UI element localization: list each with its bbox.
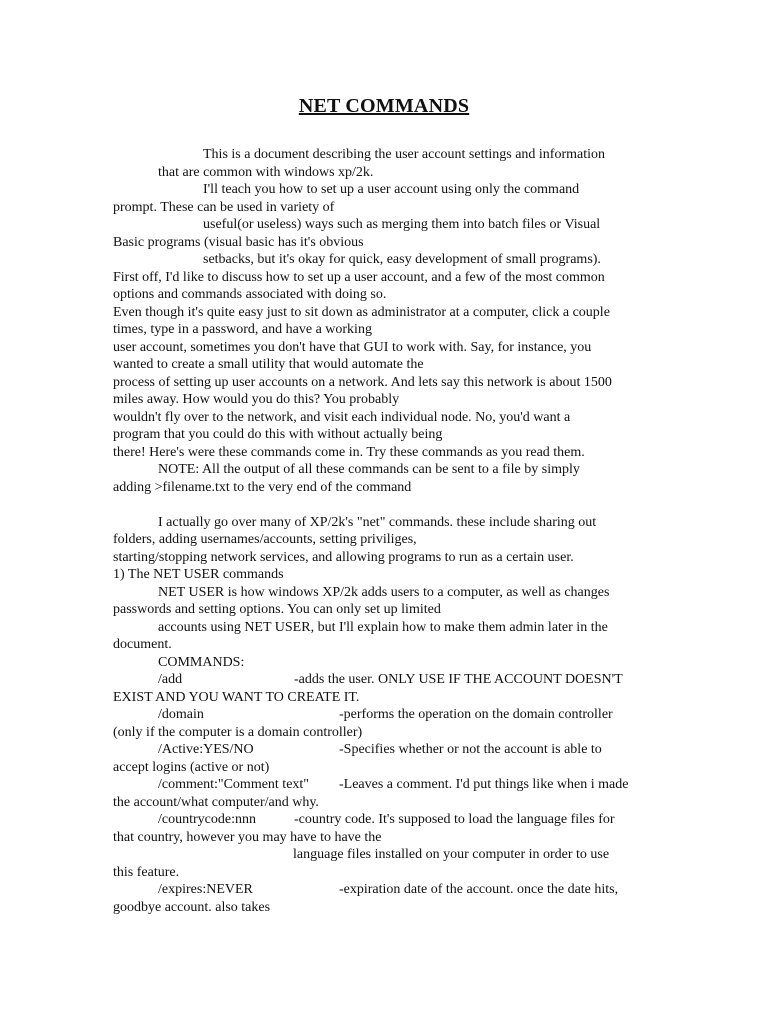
option-name: /add xyxy=(158,672,183,687)
option-description: -Specifies whether or not the account is able to xyxy=(339,742,602,757)
text-line: language files installed on your computer in order to use xyxy=(293,847,610,862)
text-line: EXIST AND YOU WANT TO CREATE IT. xyxy=(113,689,360,705)
text-line: times, type in a password, and have a working xyxy=(113,322,372,337)
option-description: -expiration date of the account. once the date hits, xyxy=(339,882,619,897)
option-row xyxy=(113,811,658,829)
text-line: Basic programs (visual basic has it's obvious xyxy=(113,234,364,250)
text-line: there! Here's were these commands come in. Try these commands as you read them. xyxy=(113,444,585,460)
text-line: miles away. How would you do this? You probably xyxy=(113,392,400,407)
text-line: setbacks, but it's okay for quick, easy development of small programs). xyxy=(203,252,601,267)
option-name: /Active:YES/NO xyxy=(158,742,254,757)
option-description: -country code. It's supposed to load the language files for xyxy=(294,812,615,827)
option-description: -adds the user. ONLY USE IF THE ACCOUNT DOESN'T xyxy=(294,672,623,687)
text-line: First off, I'd like to discuss how to set up a user account, and a few of the most common xyxy=(113,269,605,285)
text-line: starting/stopping network services, and allowing programs to run as a certain user. xyxy=(113,549,574,565)
option-name: /comment:"Comment text" xyxy=(158,777,310,792)
option-name: /domain xyxy=(158,707,204,722)
option-row xyxy=(113,776,658,794)
text-line: wanted to create a small utility that would automate the xyxy=(113,357,424,372)
text-line: that are common with windows xp/2k. xyxy=(158,164,374,180)
text-line: the account/what computer/and why. xyxy=(113,794,319,810)
text-line: I'll teach you how to set up a user account using only the command xyxy=(203,182,580,197)
text-line: goodbye account. also takes xyxy=(113,899,271,915)
text-line: useful(or useless) ways such as merging them into batch files or Visual xyxy=(203,217,601,232)
document-body xyxy=(113,146,658,916)
page-title: NET COMMANDS xyxy=(298,95,470,117)
option-description: -performs the operation on the domain controller xyxy=(339,707,613,722)
text-line: NET USER is how windows XP/2k adds users to a computer, as well as changes xyxy=(158,584,610,600)
option-name: /countrycode:nnn xyxy=(158,812,256,827)
text-line: passwords and setting options. You can only set up limited xyxy=(113,602,441,617)
text-line: I actually go over many of XP/2k's "net" commands. these include sharing out xyxy=(158,514,597,530)
text-line: This is a document describing the user account settings and information xyxy=(203,147,606,162)
text-line: accounts using NET USER, but I'll explain how to make them admin later in the xyxy=(158,619,608,635)
text-line: document. xyxy=(113,637,172,652)
text-line: program that you could do this with without actually being xyxy=(113,427,443,442)
text-line: prompt. These can be used in variety of xyxy=(113,199,335,215)
text-line: (only if the computer is a domain controller) xyxy=(113,724,363,740)
text-line: user account, sometimes you don't have that GUI to work with. Say, for instance, you xyxy=(113,339,592,355)
option-row xyxy=(113,671,658,689)
text-line: that country, however you may have to have the xyxy=(113,829,382,845)
section-heading: 1) The NET USER commands xyxy=(113,567,284,582)
text-line: folders, adding usernames/accounts, setting priviliges, xyxy=(113,532,417,547)
blank-line xyxy=(113,496,658,514)
text-line: wouldn't fly over to the network, and visit each individual node. No, you'd want a xyxy=(113,409,571,425)
option-row xyxy=(113,881,658,899)
note-line: NOTE: All the output of all these commands can be sent to a file by simply xyxy=(158,462,580,477)
text-line: accept logins (active or not) xyxy=(113,759,270,775)
commands-heading: COMMANDS: xyxy=(158,654,245,670)
text-line: process of setting up user accounts on a network. And lets say this network is about 1500 xyxy=(113,374,612,390)
option-name: /expires:NEVER xyxy=(158,882,253,897)
option-row xyxy=(113,706,658,724)
text-line: adding >filename.txt to the very end of the command xyxy=(113,479,412,495)
option-description: -Leaves a comment. I'd put things like when i made xyxy=(339,777,629,792)
option-row xyxy=(113,741,658,759)
text-line: Even though it's quite easy just to sit down as administrator at a computer, click a couple xyxy=(113,304,610,320)
text-line: options and commands associated with doing so. xyxy=(113,287,387,302)
text-line: this feature. xyxy=(113,864,180,880)
